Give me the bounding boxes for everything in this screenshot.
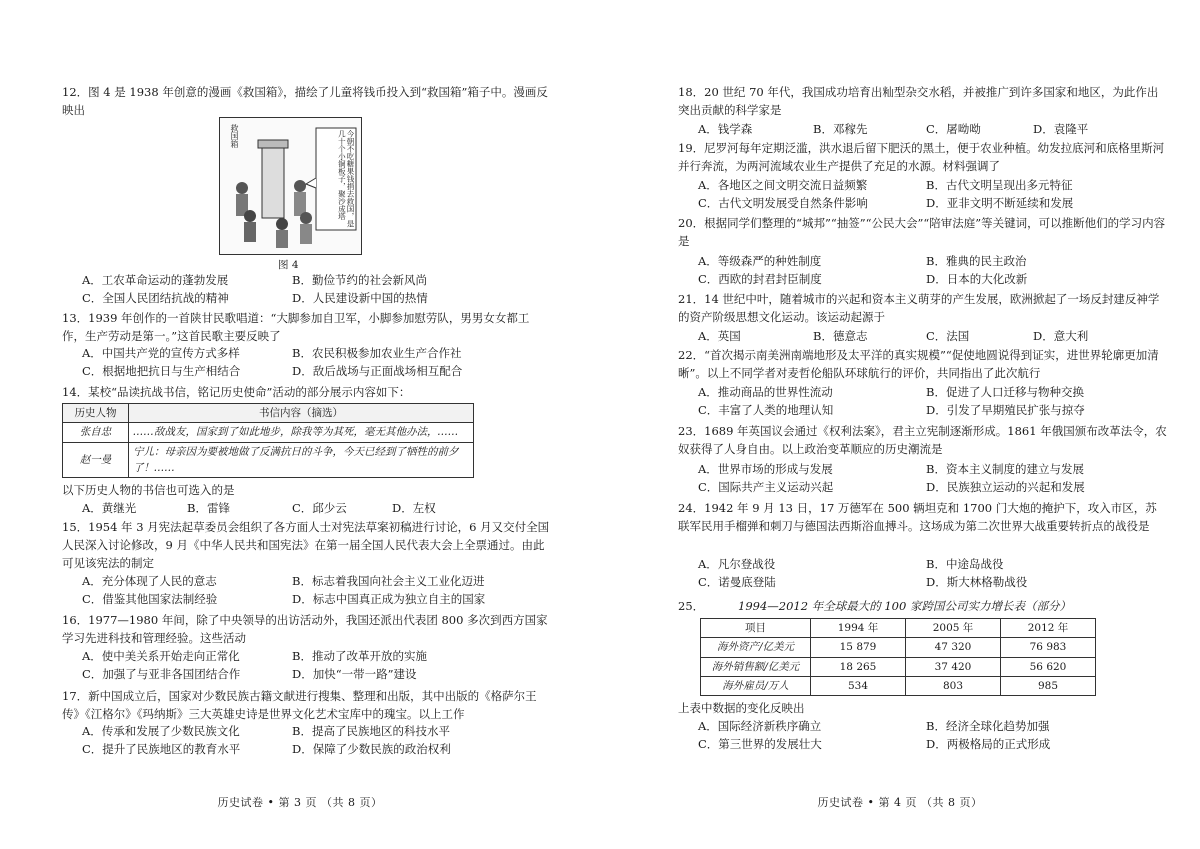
table-cell: 海外资产/亿美元: [701, 638, 811, 657]
table-header: 项目: [701, 619, 811, 638]
table-cell: 37 420: [906, 657, 1001, 676]
option-d[interactable]: D．斯大林格勒战役: [926, 575, 1028, 589]
option-d[interactable]: D．保障了少数民族的政治权利: [292, 742, 451, 756]
table-row: [701, 638, 1096, 657]
letters-table: [62, 403, 474, 478]
option-b[interactable]: B．雅典的民主政治: [926, 254, 1027, 268]
option-d[interactable]: D．袁隆平: [1033, 122, 1089, 136]
question-15: [62, 519, 552, 572]
question-18: [678, 84, 1168, 120]
option-a[interactable]: A．使中美关系开始走向正常化: [82, 649, 240, 663]
option-a[interactable]: A．黄继光: [82, 501, 137, 515]
table-cell-content: 宁儿：母亲因为要被地做了反满抗日的斗争，今天已经到了牺牲的前夕了！……: [129, 442, 474, 478]
figure-caption: 图 4: [278, 259, 299, 271]
option-c[interactable]: C．提升了民族地区的教育水平: [82, 742, 241, 756]
question-19-options: [698, 177, 1168, 213]
cartoon-figure-4: [219, 117, 362, 255]
question-17: [62, 688, 552, 724]
question-22-options: [698, 384, 1168, 420]
option-a[interactable]: A．等级森严的种姓制度: [698, 254, 822, 268]
option-c[interactable]: C．国际共产主义运动兴起: [698, 480, 834, 494]
table-row: [701, 657, 1096, 676]
option-c[interactable]: C．诺曼底登陆: [698, 575, 776, 589]
option-a[interactable]: A．工农革命运动的蓬勃发展: [82, 273, 229, 287]
option-c[interactable]: C．根据地把抗日与生产相结合: [82, 364, 241, 378]
option-b[interactable]: B．农民积极参加农业生产合作社: [292, 346, 462, 360]
question-21-options: [698, 328, 1168, 346]
option-c[interactable]: C．古代文明发展受自然条件影响: [698, 196, 868, 210]
option-d[interactable]: D．两极格局的正式形成: [926, 737, 1051, 751]
question-19: [678, 140, 1168, 176]
table-row: [63, 442, 474, 478]
question-22-stem: 22．“首次揭示南美洲南端地形及太平洋的真实规模”“促使地圆说得到证实，进世界轮廓更加清晰”。以上不同学者对麦哲伦船队环球航行的评价，共同指出了此次航行: [678, 348, 1159, 380]
question-14-options: [82, 500, 552, 518]
table-header-content: 书信内容（摘选）: [129, 404, 474, 423]
option-d[interactable]: D．标志中国真正成为独立自主的国家: [292, 592, 486, 606]
table-row: [63, 423, 474, 442]
question-17-options: [82, 723, 552, 759]
option-b[interactable]: B．德意志: [813, 329, 868, 343]
question-20: [678, 215, 1168, 251]
option-d[interactable]: D．左权: [392, 501, 436, 515]
question-19-stem: 19．尼罗河每年定期泛滥，洪水退后留下肥沃的黑土，便于农业种植。幼发拉底河和底格里斯河并行奔流，为两河流域农业生产提供了充足的水源。材料强调了: [678, 141, 1165, 173]
option-c[interactable]: C．加强了与亚非各国团结合作: [82, 667, 241, 681]
table-cell: 803: [906, 676, 1001, 695]
option-a[interactable]: A．推动商品的世界性流动: [698, 385, 833, 399]
multinational-table: [700, 618, 1096, 696]
question-12: [62, 84, 552, 120]
question-25-after: 上表中数据的变化反映出: [678, 701, 805, 715]
option-b[interactable]: B．标志着我国向社会主义工业化迈进: [292, 574, 485, 588]
question-20-options: [698, 253, 1168, 289]
option-b[interactable]: B．古代文明呈现出多元特征: [926, 178, 1073, 192]
question-24-stem: 24．1942 年 9 月 13 日，17 万德军在 500 辆坦克和 1700 门大炮的掩护下，攻入市区，苏联军民用手榴弹和刺刀与德国法西斯浴血搏斗。这场成为第二次世界大战重要转折点的战役是: [678, 501, 1157, 533]
option-a[interactable]: A．国际经济新秩序确立: [698, 719, 822, 733]
question-16-stem: 16．1977—1980 年间，除了中央领导的出访活动外，我国还派出代表团 800 多次到西方国家学习先进科技和管理经验。这些活动: [62, 613, 548, 645]
option-b[interactable]: B．资本主义制度的建立与发展: [926, 462, 1084, 476]
table-cell: 985: [1001, 676, 1096, 695]
table-header: 1994 年: [811, 619, 906, 638]
question-15-stem: 15．1954 年 3 月宪法起草委员会组织了各方面人士对宪法草案初稿进行讨论，6 月又交付全国人民深入讨论修改，9 月《中华人民共和国宪法》在第一届全国人民代表大会上全票通过。由此可见该宪法的制定: [62, 520, 550, 570]
cartoon-speech-bubble: 今朝不吃糖果钱捐去救国，是几十个小铜板子，聚沙成塔: [337, 130, 355, 228]
question-25-number: 25．: [678, 599, 705, 613]
table-cell: 海外销售额/亿美元: [701, 657, 811, 676]
option-c[interactable]: C．丰富了人类的地理认知: [698, 403, 834, 417]
question-13-stem: 13．1939 年创作的一首陕甘民歌唱道：“大脚参加自卫军，小脚参加慰劳队，男男女女都工作，生产劳动是第一。”这首民歌主要反映了: [62, 311, 530, 343]
table-cell: 海外雇员/万人: [701, 676, 811, 695]
page-footer: 历史试卷 • 第 3 页 （共 8 页）: [217, 795, 383, 809]
option-c[interactable]: C．法国: [926, 329, 970, 343]
question-23-stem: 23．1689 年英国议会通过《权利法案》，君主立宪制逐渐形成。1861 年俄国颁布改革法令，农奴获得了人身自由。以上政治变革顺应的历史潮流是: [678, 424, 1167, 456]
table-cell: 534: [811, 676, 906, 695]
option-b[interactable]: B．勤俭节约的社会新风尚: [292, 273, 427, 287]
option-d[interactable]: D．加快“一带一路”建设: [292, 667, 417, 681]
question-16: [62, 612, 552, 648]
option-a[interactable]: A．各地区之间文明交流日益频繁: [698, 178, 868, 192]
option-d[interactable]: D．意大利: [1033, 329, 1089, 343]
option-d[interactable]: D．民族独立运动的兴起和发展: [926, 480, 1085, 494]
option-c[interactable]: C．邱少云: [292, 501, 347, 515]
option-d[interactable]: D．引发了早期殖民扩张与掠夺: [926, 403, 1085, 417]
table-header: 2005 年: [906, 619, 1001, 638]
table-header: 2012 年: [1001, 619, 1096, 638]
question-21-stem: 21．14 世纪中叶，随着城市的兴起和资本主义萌芽的产生发展，欧洲掀起了一场反封建反神学的资产阶级思想文化运动。该运动起源于: [678, 292, 1160, 324]
question-12-options: [82, 272, 552, 308]
question-13-options: [82, 345, 552, 381]
table-cell: 15 879: [811, 638, 906, 657]
question-23-options: [698, 461, 1168, 497]
table-row: [701, 676, 1096, 695]
page-footer: 历史试卷 • 第 4 页 （共 8 页）: [817, 795, 983, 809]
question-24: [678, 500, 1168, 536]
option-b[interactable]: B．中途岛战役: [926, 557, 1004, 571]
table-cell: 18 265: [811, 657, 906, 676]
option-b[interactable]: B．促进了人口迁移与物种交换: [926, 385, 1084, 399]
table-header-person: 历史人物: [63, 404, 129, 423]
option-c[interactable]: C．西欧的封君封臣制度: [698, 272, 822, 286]
question-21: [678, 291, 1168, 327]
option-d[interactable]: D．敌后战场与正面战场相互配合: [292, 364, 463, 378]
option-a[interactable]: A．凡尔登战役: [698, 557, 776, 571]
option-a[interactable]: A．世界市场的形成与发展: [698, 462, 833, 476]
option-a[interactable]: A．充分体现了人民的意志: [82, 574, 217, 588]
question-24-options: [698, 556, 1168, 592]
question-14-after: 以下历史人物的书信也可选入的是: [62, 483, 235, 497]
question-18-options: [698, 121, 1168, 139]
question-14: [62, 384, 552, 402]
table-cell: 56 620: [1001, 657, 1096, 676]
question-13: [62, 310, 552, 346]
option-c[interactable]: C．借鉴其他国家法制经验: [82, 592, 218, 606]
table-cell-content: ……敌战友，国家到了如此地步，除我等为其死，毫无其他办法，……: [129, 423, 474, 442]
question-17-stem: 17．新中国成立后，国家对少数民族古籍文献进行搜集、整理和出版，其中出版的《格萨尔王传》《江格尔》《玛纳斯》三大英雄史诗是世界文化艺术宝库中的瑰宝。以上工作: [62, 689, 537, 721]
option-c[interactable]: C．第三世界的发展壮大: [698, 737, 822, 751]
option-d[interactable]: D．日本的大化改新: [926, 272, 1028, 286]
table-cell: 47 320: [906, 638, 1001, 657]
option-b[interactable]: B．邓稼先: [813, 122, 868, 136]
option-a[interactable]: A．英国: [698, 329, 741, 343]
option-b[interactable]: B．提高了民族地区的科技水平: [292, 724, 450, 738]
question-15-options: [82, 573, 552, 609]
option-b[interactable]: B．雷锋: [187, 501, 230, 515]
option-a[interactable]: A．传承和发展了少数民族文化: [82, 724, 240, 738]
option-a[interactable]: A．中国共产党的宣传方式多样: [82, 346, 240, 360]
question-23: [678, 423, 1168, 459]
table-title: 1994—2012 年全球最大的 100 家跨国公司实力增长表（部分）: [738, 599, 1071, 613]
question-22: [678, 347, 1168, 383]
page-4: [600, 0, 1200, 849]
option-d[interactable]: D．亚非文明不断延续和发展: [926, 196, 1074, 210]
option-d[interactable]: D．人民建设新中国的热情: [292, 291, 428, 305]
table-cell-person: 赵一曼: [63, 442, 129, 478]
table-cell-person: 张自忠: [63, 423, 129, 442]
option-c[interactable]: C．全国人民团结抗战的精神: [82, 291, 229, 305]
option-b[interactable]: B．推动了改革开放的实施: [292, 649, 427, 663]
option-c[interactable]: C．屠呦呦: [926, 122, 981, 136]
option-b[interactable]: B．经济全球化趋势加强: [926, 719, 1050, 733]
question-18-stem: 18．20 世纪 70 年代，我国成功培育出籼型杂交水稻，并被推广到许多国家和地区，为此作出突出贡献的科学家是: [678, 85, 1159, 117]
question-12-stem: 12．图 4 是 1938 年创意的漫画《救国箱》，描绘了儿童将钱币投入到“救国箱”箱子中。漫画反映出: [62, 85, 548, 117]
option-a[interactable]: A．钱学森: [698, 122, 753, 136]
question-14-stem: 14．某校“品读抗战书信，铭记历史使命”活动的部分展示内容如下：: [62, 385, 411, 399]
table-cell: 76 983: [1001, 638, 1096, 657]
cartoon-label-left: 救国箱: [230, 124, 239, 148]
question-16-options: [82, 648, 552, 684]
question-20-stem: 20．根据同学们整理的“城邦”“抽签”“公民大会”“陪审法庭”等关键词，可以推断他们的学习内容是: [678, 216, 1166, 248]
